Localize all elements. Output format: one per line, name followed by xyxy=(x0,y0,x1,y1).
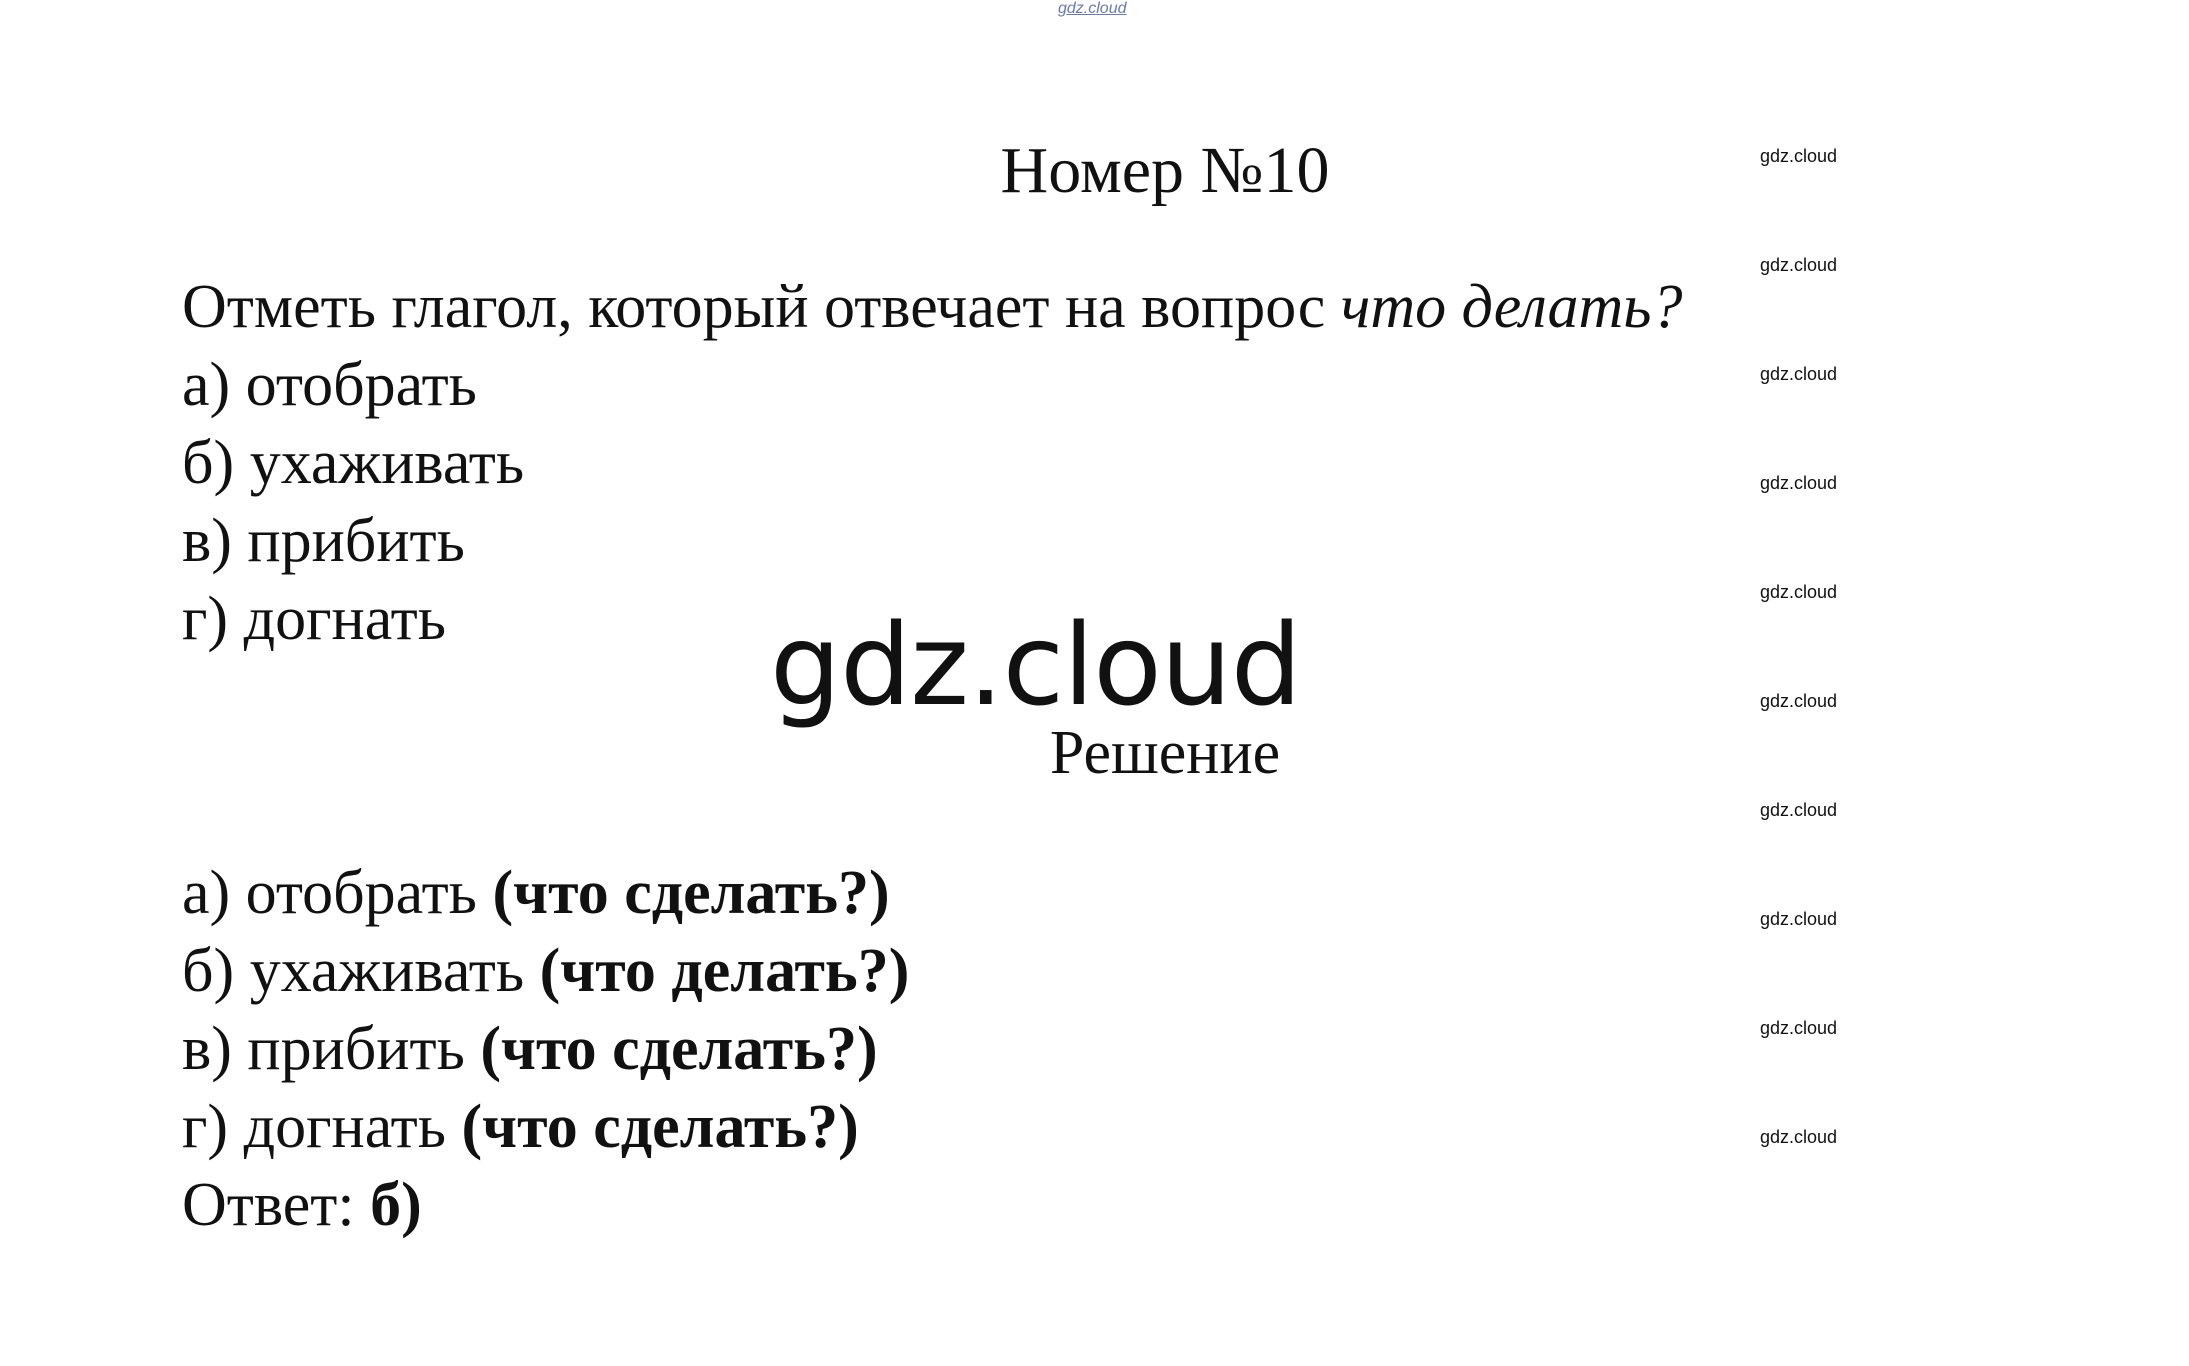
solution-line xyxy=(182,1015,878,1083)
side-watermark: gdz.cloud xyxy=(1760,1127,1838,1147)
side-watermark: gdz.cloud xyxy=(1760,1018,1838,1038)
side-watermark: gdz.cloud xyxy=(1760,691,1838,711)
solution-line xyxy=(182,937,910,1005)
option-item: б) ухаживать xyxy=(182,429,525,497)
side-watermark: gdz.cloud xyxy=(1760,473,1838,493)
option-item: г) догнать xyxy=(182,585,447,653)
side-watermark: gdz.cloud xyxy=(1760,909,1838,929)
answer-label: Ответ: xyxy=(182,1171,371,1239)
solution-question: (что сделать?) xyxy=(492,859,890,927)
side-watermark: gdz.cloud xyxy=(1760,582,1838,602)
solution-heading: Решение xyxy=(1049,719,1281,787)
side-watermark: gdz.cloud xyxy=(1760,800,1838,820)
solution-option: а) отобрать xyxy=(182,859,493,927)
side-watermark: gdz.cloud xyxy=(1760,146,1838,166)
site-logo-watermark: gdz.cloud xyxy=(770,601,1301,731)
option-item: в) прибить xyxy=(182,507,465,575)
solution-question: (что сделать?) xyxy=(461,1093,859,1161)
solution-option: б) ухаживать xyxy=(182,937,540,1005)
question-main: Отметь глагол, который отвечает на вопрос xyxy=(182,273,1341,341)
question-text xyxy=(182,273,1683,341)
side-watermark: gdz.cloud xyxy=(1760,364,1838,384)
top-watermark: gdz.cloud xyxy=(1058,0,1127,17)
answer-line xyxy=(182,1171,422,1239)
solution-question: (что делать?) xyxy=(539,937,910,1005)
side-watermark: gdz.cloud xyxy=(1760,255,1838,275)
page-title: Номер №10 xyxy=(1000,134,1330,207)
question-italic: что делать? xyxy=(1340,273,1683,341)
solution-question: (что сделать?) xyxy=(480,1015,878,1083)
solution-option: в) прибить xyxy=(182,1015,481,1083)
answer-value: б) xyxy=(370,1171,422,1239)
solution-option: г) догнать xyxy=(182,1093,462,1161)
solution-line xyxy=(182,1093,859,1161)
option-item: а) отобрать xyxy=(182,351,477,419)
solution-line xyxy=(182,859,890,927)
